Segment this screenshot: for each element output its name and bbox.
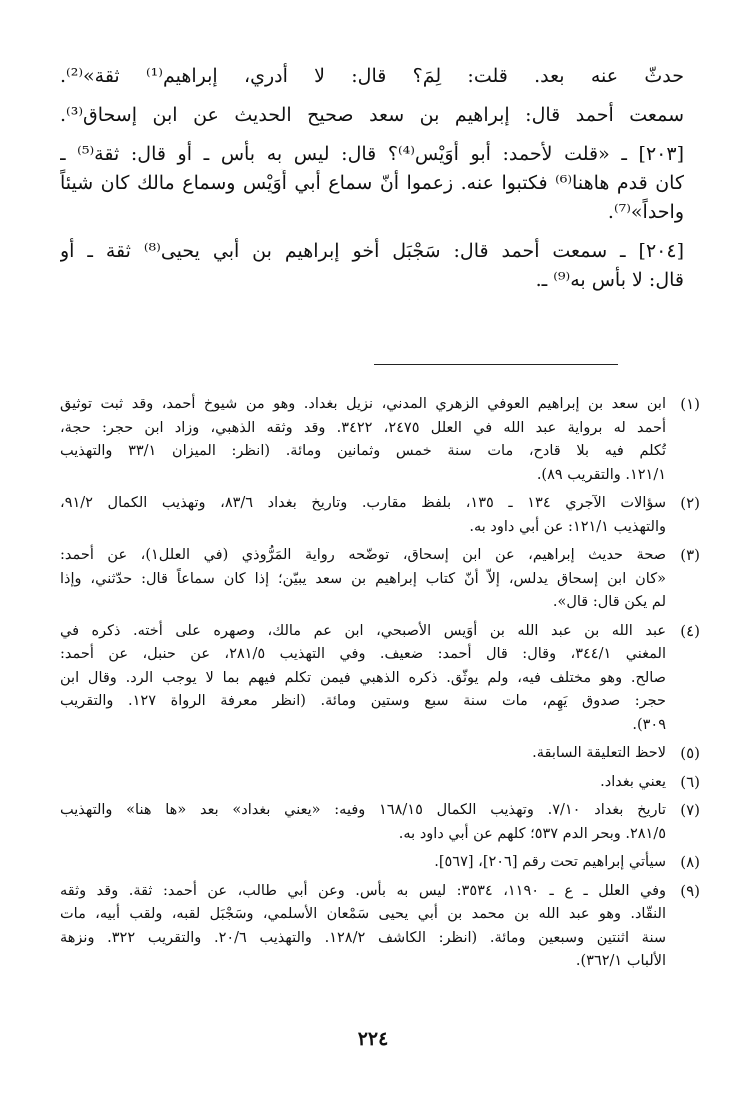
footnote-line: تاريخ بغداد ٧/١٠. وتهذيب الكمال ١٦٨/١٥ وفيه: «يعني بغداد» بعد «ها هنا» والتهذيب [60,802,666,818]
main-line: سمعت أحمد قال: إبراهيم بن سعد صحيح الحديث عن ابن إسحاق⁽³⁾. [60,104,684,126]
page-number: ٢٢٤ [357,1028,389,1050]
footnote-7 [60,799,700,846]
footnote-number: (٨) [680,853,700,871]
footnote-line: سؤالات الآجري ١٣٤ ـ ١٣٥، بلفظ مقارب. وتاريخ بغداد ٨٣/٦، وتهذيب الكمال ٩١/٢، [60,495,666,511]
footnote-line: تُكلم فيه بلا قادح، مات سنة خمس وثمانين ومائة. (انظر: الميزان ٣٣/١ والتهذيب [60,443,666,459]
footnote-6 [60,771,700,795]
footnote-line: صالح. وهو مختلف فيه، ولم يوثّق. ذكره الذهبي فيمن تكلم فيهم بما لا يوجب الرد. وقال ابن [60,669,666,686]
footnote-line: ابن سعد بن إبراهيم العوفي الزهري المدني، نزيل بغداد. وهو من شيوخ أحمد، وقد ثبت توثيق [60,396,666,412]
main-line: حدثّ عنه بعد. قلت: لِمَ؟ قال: لا أدري، إبراهيم⁽¹⁾ ثقة»⁽²⁾. [60,65,684,87]
footnote-line: والتهذيب ١٢١/١: عن أبي داود به. [469,518,666,535]
footnote-line: ١٢١/١. والتقريب ٨٩). [536,466,666,483]
footnote-3 [60,544,700,615]
footnote-line: «كان ابن إسحاق يدلس، إلاّ أنّ كتاب إبراهيم بن سعد يبيّن؛ إذا كان سماعاً قال: حدّثني، وإذا [60,570,666,587]
footnote-9 [60,880,700,974]
main-line: واحداً»⁽⁷⁾. [607,201,684,223]
footnote-number: (٩) [680,881,700,900]
footnote-line: لاحظ التعليقة السابقة. [532,745,666,761]
footnote-line: أحمد له برواية عبد الله في العلل ٢٤٧٥، ٣٤٢٢. وقد وثقه الذهبي، وزاد ابن حجر: حجة، [60,419,666,436]
footnote-line: يعني بغداد. [600,773,666,790]
main-line: [٢٠٤] ـ سمعت أحمد قال: سَجْبَل أخو إبراهيم بن أبي يحيى⁽⁸⁾ ثقة ـ أو [60,240,684,262]
footnotes [60,393,700,979]
footnote-line: وفي العلل ـ ع ـ ١١٩٠، ٣٥٣٤: ليس به بأس. وعن أبي طالب، عن أحمد: ثقة. وقد وثقه [60,882,666,899]
footnote-line: الألباب ٣٦٢/١). [575,953,666,969]
footnote-line: النقّاد. وهو عبد الله بن محمد بن أبي يحيى سَمْعان الأسلمي، وسَجْبَل لقبه، ولقب أبيه، مات [60,906,666,922]
footnote-line: حجر: صدوق يَهِم، مات سنة سبع وستين ومائة. (انظر معرفة الرواة ١٢٧. والتقريب [60,693,666,709]
footnote-8 [60,851,700,875]
footnote-line: عبد الله بن عبد الله بن أُوَيس الأصبحي، ابن عم مالك، وصهره على أخته. ذكره في [60,622,666,639]
footnote-line: لم يكن قال: قال». [552,594,666,610]
footnote-number: (٢) [680,494,700,512]
footnote-4 [60,620,700,738]
main-line: قال: لا بأس به⁽⁹⁾ ـ. [535,269,684,291]
footnote-divider [374,364,618,365]
footnote-number: (٥) [680,744,700,762]
footnote-2 [60,492,700,539]
main-text [60,62,684,295]
footnote-line: ٣٠٩). [632,716,666,733]
footnote-5 [60,742,700,766]
main-line: [٢٠٣] ـ «قلت لأحمد: أبو أُوَيْس⁽⁴⁾؟ قال: ليس به بأس ـ أو قال: ثقة⁽⁵⁾ ـ [60,143,684,165]
footnote-number: (١) [680,395,700,413]
footnote-line: سيأتي إبراهيم تحت رقم [٢٠٦]، [٥٦٧]. [434,854,666,870]
footnote-number: (٦) [680,772,700,791]
footnote-line: سنة اثنتين وسبعين ومائة. (انظر: الكاشف ١٢٨/٢. والتهذيب ٢٠/٦. والتقريب ٣٢٢. ونزهة [60,929,666,946]
footnote-line: صحة حديث إبراهيم، عن ابن إسحاق، توضّحه رواية المَرُّوذي (في العلل١)، عن أحمد: [60,547,666,563]
footnote-1 [60,393,700,487]
footnote-line: ٢٨١/٥. وبحر الدم ٥٣٧؛ كلهم عن أبي داود به. [398,825,666,842]
main-line: كان قدم هاهنا⁽⁶⁾ فكتبوا عنه. زعموا أنّ سماع أبي أُوَيْس وسماع مالك كان شيئاً [60,172,684,194]
footnote-number: (٤) [680,621,700,640]
footnote-line: المغني ٣٤٤/١، وقال: قال أحمد: ضعيف. وفي التهذيب ٢٨١/٥، عن حنبل، عن أحمد: [60,646,666,662]
footnote-number: (٧) [680,801,700,819]
footnote-number: (٣) [680,546,700,564]
